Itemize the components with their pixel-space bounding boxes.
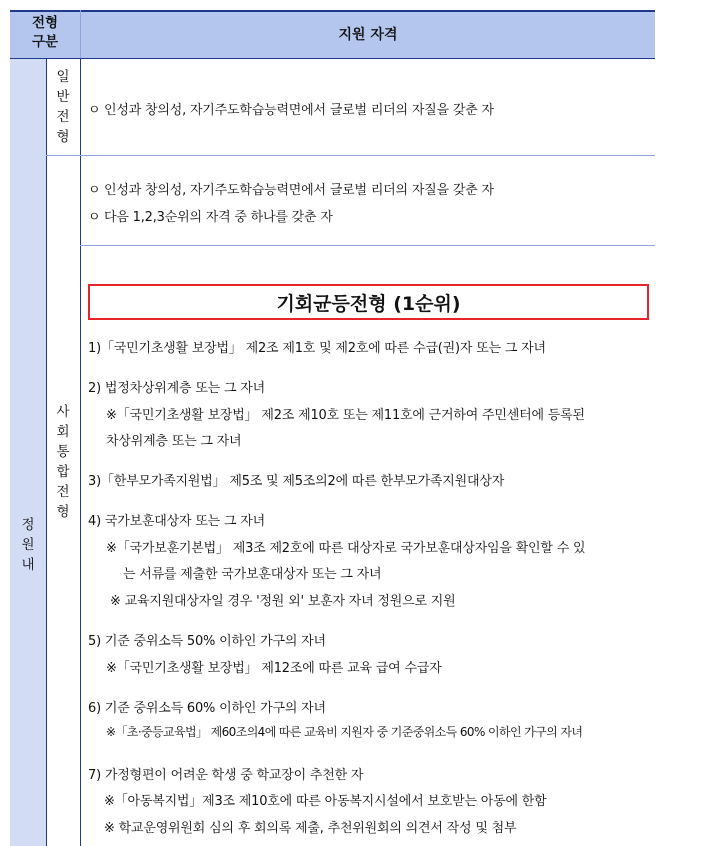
item-5: 5) 기준 중위소득 50% 이하인 가구의 자녀 [88,634,326,649]
general-row-bottom-border [46,155,655,156]
item-2-note-2: 차상위계층 또는 그 자녀 [106,434,242,449]
item-3: 3)「한부모가족지원법」 제5조 및 제5조의2에 따른 한부모가족지원대상자 [88,474,505,489]
social-type-char: 전 [56,484,70,500]
social-intro-line2 [88,206,333,225]
header-divider [80,10,81,58]
circle-bullet-icon: ㅇ [88,210,101,225]
item-4-note-2: 는 서류를 제출한 국가보훈대상자 또는 그 자녀 [123,567,382,582]
item-7: 7) 가정형편이 어려운 학생 중 학교장이 추천한 자 [88,768,364,783]
social-type-char: 합 [56,464,70,480]
banner-title: 기회균등전형 (1순위) [276,292,461,315]
general-type-char: 형 [56,129,70,145]
header-qualification-title: 지원 자격 [338,27,398,43]
social-intro-bottom-border [80,245,655,246]
quota-column-cell [10,59,46,846]
item-6-note-1: ※「초·중등교육법」 제60조의4에 따른 교육비 지원자 중 기준중위소득 60% 이하인 가구의 자녀 [106,725,583,739]
item-6: 6) 기준 중위소득 60% 이하인 가구의 자녀 [88,701,326,716]
item-2-note-1: ※「국민기초생활 보장법」 제2조 제10호 또는 제11호에 근거하여 주민센터에 등록된 [106,408,585,423]
header-category [10,14,80,52]
item-2: 2) 법정차상위계층 또는 그 자녀 [88,381,265,396]
item-4-note-3: ※ 교육지원대상자일 경우 '정원 외' 보훈자 자녀 정원으로 지원 [110,594,456,609]
general-type-label [46,67,80,147]
general-type-char: 전 [56,109,70,125]
social-type-label [46,402,80,522]
quota-label-char: 정 [21,517,35,533]
item-5-note-1: ※「국민기초생활 보장법」 제12조에 따른 교육 급여 수급자 [106,661,442,676]
header-category-line2: 구분 [31,34,59,50]
quota-label [10,515,46,575]
opportunity-equality-banner [88,284,649,320]
quota-label-char: 원 [21,537,35,553]
general-qualification [88,99,494,118]
table-top-border [10,10,655,12]
quota-label-char: 내 [21,557,35,573]
header-category-line1: 전형 [31,15,59,31]
item-7-note-2: ※ 학교운영위원회 심의 후 회의록 제출, 추천위원회의 의견서 작성 및 첨부 [104,821,517,836]
circle-bullet-icon: ㅇ [88,103,101,118]
type-column-divider [80,59,81,846]
item-4-note-1: ※「국가보훈기본법」 제3조 제2호에 따른 대상자로 국가보훈대상자임을 확인할 수 있 [106,541,586,556]
social-type-char: 사 [56,404,70,420]
social-type-char: 회 [56,424,70,440]
circle-bullet-icon: ㅇ [88,183,101,198]
social-intro-text2: 다음 1,2,3순위의 자격 중 하나를 갖춘 자 [104,210,333,225]
item-7-note-1: ※「아동복지법」제3조 제10호에 따른 아동복지시설에서 보호받는 아동에 한함 [104,794,547,809]
header-bottom-border [10,58,655,59]
social-intro-text1: 인성과 창의성, 자기주도학습능력면에서 글로벌 리더의 자질을 갖춘 자 [104,183,494,198]
social-type-char: 형 [56,504,70,520]
general-qualification-text: 인성과 창의성, 자기주도학습능력면에서 글로벌 리더의 자질을 갖춘 자 [104,103,494,118]
general-type-char: 일 [56,69,70,85]
item-1: 1)「국민기초생활 보장법」 제2조 제1호 및 제2호에 따른 수급(권)자 또는 그 자녀 [88,341,546,356]
general-type-char: 반 [56,89,70,105]
social-intro-line1 [88,179,494,198]
social-type-char: 통 [56,444,70,460]
item-4: 4) 국가보훈대상자 또는 그 자녀 [88,514,265,529]
